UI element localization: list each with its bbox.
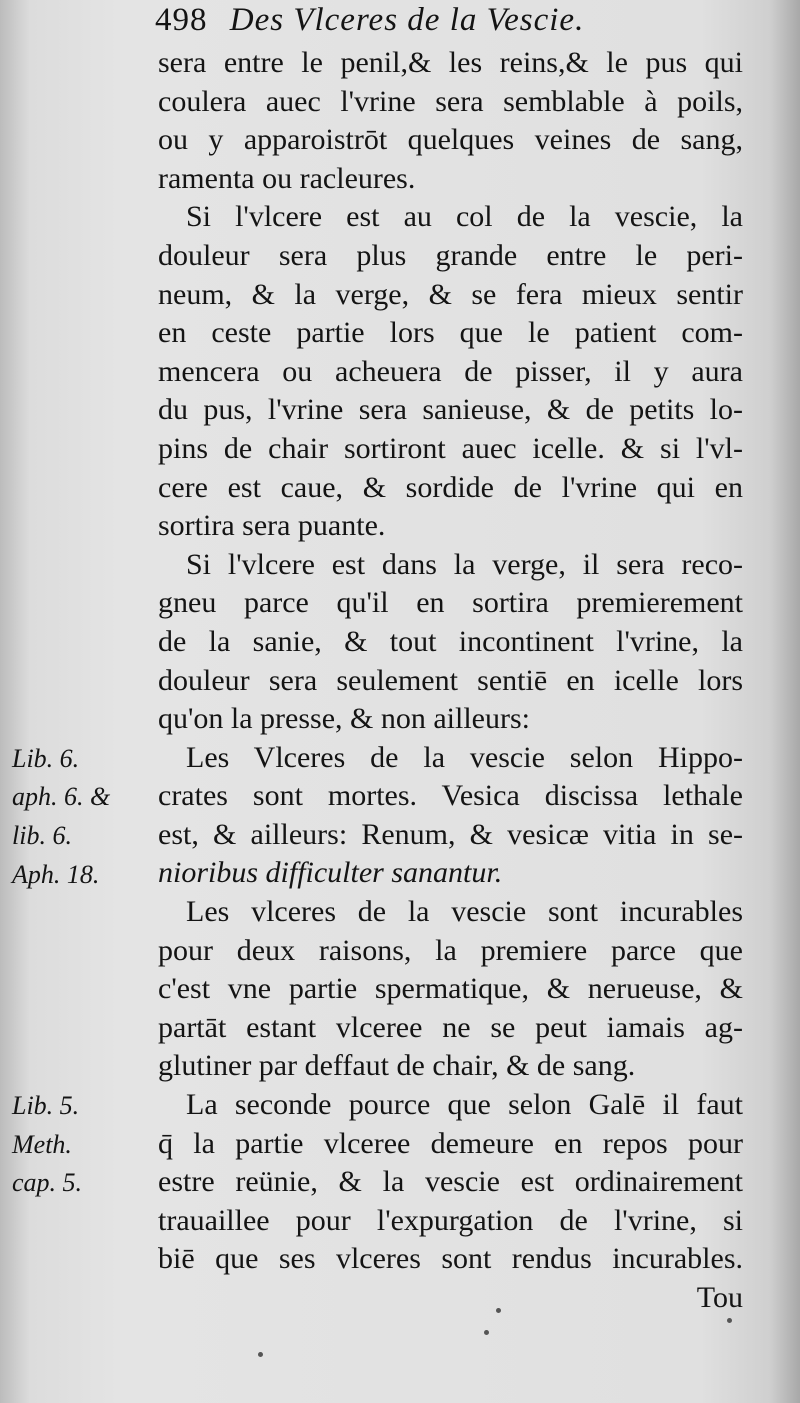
text-line: Tou <box>696 1281 743 1314</box>
text-line: sortira sera puante. <box>158 509 386 543</box>
margin-note: Meth. <box>12 1129 72 1159</box>
text-line: ramenta ou racleures. <box>158 161 416 195</box>
text-line: douleur sera plus grande entre le peri- <box>158 238 743 272</box>
text-line: nioribus difficulter sanantur. <box>158 856 503 890</box>
margin-note: aph. 6. & <box>12 782 111 812</box>
text-line: Les vlceres de la vescie sont incurables <box>186 895 743 929</box>
body-text <box>158 44 743 1318</box>
text-line: pins de chair sortiront auec icelle. & si l'vl- <box>158 431 743 465</box>
page-number: 498 <box>155 2 208 38</box>
running-title: Des Vlceres de la Vescie. <box>229 2 585 38</box>
text-line: en ceste partie lors que le patient com- <box>158 316 743 350</box>
text-line: ou y apparoistrōt quelques veines de sang, <box>158 123 743 157</box>
text-line: q̄ la partie vlceree demeure en repos pour <box>158 1126 743 1160</box>
text-line: douleur sera seulement sentiē en icelle lors <box>158 663 743 697</box>
text-line: mencera ou acheuera de pisser, il y aura <box>158 354 743 388</box>
text-line: Si l'vlcere est au col de la vescie, la <box>186 200 743 234</box>
text-line: partāt estant vlceree ne se peut iamais ag- <box>158 1010 743 1044</box>
text-line: pour deux raisons, la premiere parce que <box>158 933 743 967</box>
text-line: cere est caue, & sordide de l'vrine qui en <box>158 470 743 504</box>
text-line: La seconde pource que selon Galē il faut <box>186 1088 743 1122</box>
text-line: qu'on la presse, & non ailleurs: <box>158 702 530 736</box>
text-line: de la sanie, & tout incontinent l'vrine, la <box>158 624 743 658</box>
page-header <box>155 0 765 44</box>
text-line: sera entre le penil,& les reins,& le pus qui <box>158 46 743 79</box>
text-line: est, & ailleurs: Renum, & vesicæ vitia in se- <box>158 817 743 851</box>
text-line: c'est vne partie spermatique, & nerueuse, & <box>158 972 743 1006</box>
text-line: glutiner par deffaut de chair, & de sang. <box>158 1049 636 1083</box>
margin-note: Lib. 5. <box>12 1091 80 1121</box>
text-line: trauaillee pour l'expurgation de l'vrine, si <box>158 1203 743 1237</box>
text-line: biē que ses vlceres sont rendus incurables. <box>158 1242 743 1276</box>
text-line: crates sont mortes. Vesica discissa lethale <box>158 779 743 813</box>
text-line: gneu parce qu'il en sortira premierement <box>158 586 743 620</box>
margin-note: Lib. 6. <box>12 743 80 773</box>
margin-note: lib. 6. <box>12 821 72 850</box>
text-line: Les Vlceres de la vescie selon Hippo- <box>186 740 743 774</box>
text-line: du pus, l'vrine sera sanieuse, & de petits lo- <box>158 393 743 427</box>
margin-note: Aph. 18. <box>12 859 100 889</box>
text-line: Si l'vlcere est dans la verge, il sera reco- <box>186 547 743 581</box>
margin-note: cap. 5. <box>12 1168 83 1198</box>
text-line: neum, & la verge, & se fera mieux sentir <box>158 277 743 311</box>
text-line: coulera auec l'vrine sera semblable à poils, <box>158 84 743 118</box>
text-line: estre reünie, & la vescie est ordinairement <box>158 1165 743 1199</box>
